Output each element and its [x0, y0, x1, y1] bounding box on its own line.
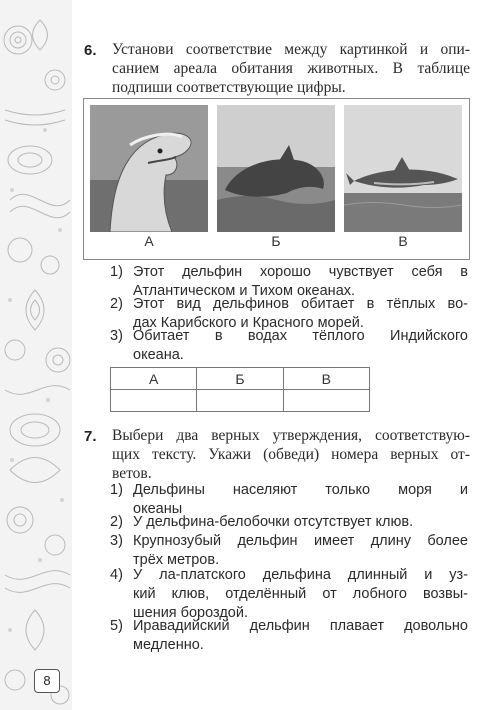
option-text-line: Иравадийский дельфин плавает довольно [133, 618, 468, 634]
option-number: 3) [110, 533, 123, 549]
option-text-line: Дельфины населяют только моря и [133, 482, 468, 498]
dolphin-head-photo [90, 105, 208, 232]
option-number: 1) [110, 482, 123, 498]
answer-table-answer-row [111, 390, 370, 412]
answer-table-header: Б [197, 368, 283, 390]
option-text-line: океана. [133, 347, 184, 363]
task-7-prompt-line: ветов. [112, 465, 152, 482]
option-text-line: Этот дельфин хорошо чувствует себя в [133, 264, 468, 280]
option-number: 5) [110, 618, 123, 634]
option-text-line: Этот вид дельфинов обитает в тёплых во- [133, 296, 468, 312]
answer-cell-b[interactable] [197, 390, 283, 412]
option-text-line: У дельфина-белобочки отсутствует клюв. [133, 514, 414, 530]
page-number-badge: 8 [34, 669, 60, 693]
task-7-prompt-line: щих тексту. Укажи (обведи) номера верных от- [112, 446, 470, 463]
option-text-line: океаны [133, 501, 183, 517]
dolphin-photos-panel [83, 98, 470, 260]
option-text-line: трёх метров. [133, 552, 220, 568]
task-7-number: 7. [84, 428, 97, 445]
option-text-line: Атлантическом и Тихом океанах. [133, 283, 356, 299]
option-number: 2) [110, 296, 123, 312]
option-number: 2) [110, 514, 123, 530]
option-text-line: У ла-платского дельфина длинный и уз- [133, 567, 468, 583]
photo-label-a: А [144, 233, 154, 249]
option-number: 1) [110, 264, 123, 280]
task-6-number: 6. [84, 42, 97, 59]
task-7-prompt [112, 426, 470, 483]
decorative-ornament-strip [0, 0, 72, 710]
dolphin-surfacing-photo [217, 105, 335, 232]
option-number: 3) [110, 328, 123, 344]
option-number: 4) [110, 567, 123, 583]
task-6-prompt-line: санием ареала обитания животных. В таблице [112, 60, 470, 77]
answer-table-header-row [111, 368, 370, 390]
option-text-line: кий клюв, отделённый от лобного возвы- [133, 586, 468, 602]
option-text-line: шения бороздой. [133, 605, 249, 621]
option-text-line: медленно. [133, 637, 204, 653]
option-text-line: дах Карибского и Красного морей. [133, 315, 364, 331]
option-text-line: Обитает в водах тёплого Индийского [133, 328, 468, 344]
dolphin-leaping-photo [344, 105, 462, 232]
photo-label-b: Б [271, 233, 281, 249]
option-text-line: Крупнозубый дельфин имеет длину более [133, 533, 468, 549]
photo-label-c: В [398, 233, 408, 249]
task-6-prompt-line: подпиши соответствующие цифры. [112, 79, 346, 96]
answer-table-header: В [283, 368, 369, 390]
answer-cell-a[interactable] [111, 390, 197, 412]
task-6-prompt [112, 40, 470, 97]
task-7-prompt-line: Выбери два верных утверждения, соответствую- [112, 427, 470, 444]
task-6-prompt-line: Установи соответствие между картинкой и опи- [112, 41, 470, 58]
answer-cell-c[interactable] [283, 390, 369, 412]
answer-table [110, 367, 370, 412]
floral-ornament-icon [0, 0, 72, 710]
answer-table-header: А [111, 368, 197, 390]
